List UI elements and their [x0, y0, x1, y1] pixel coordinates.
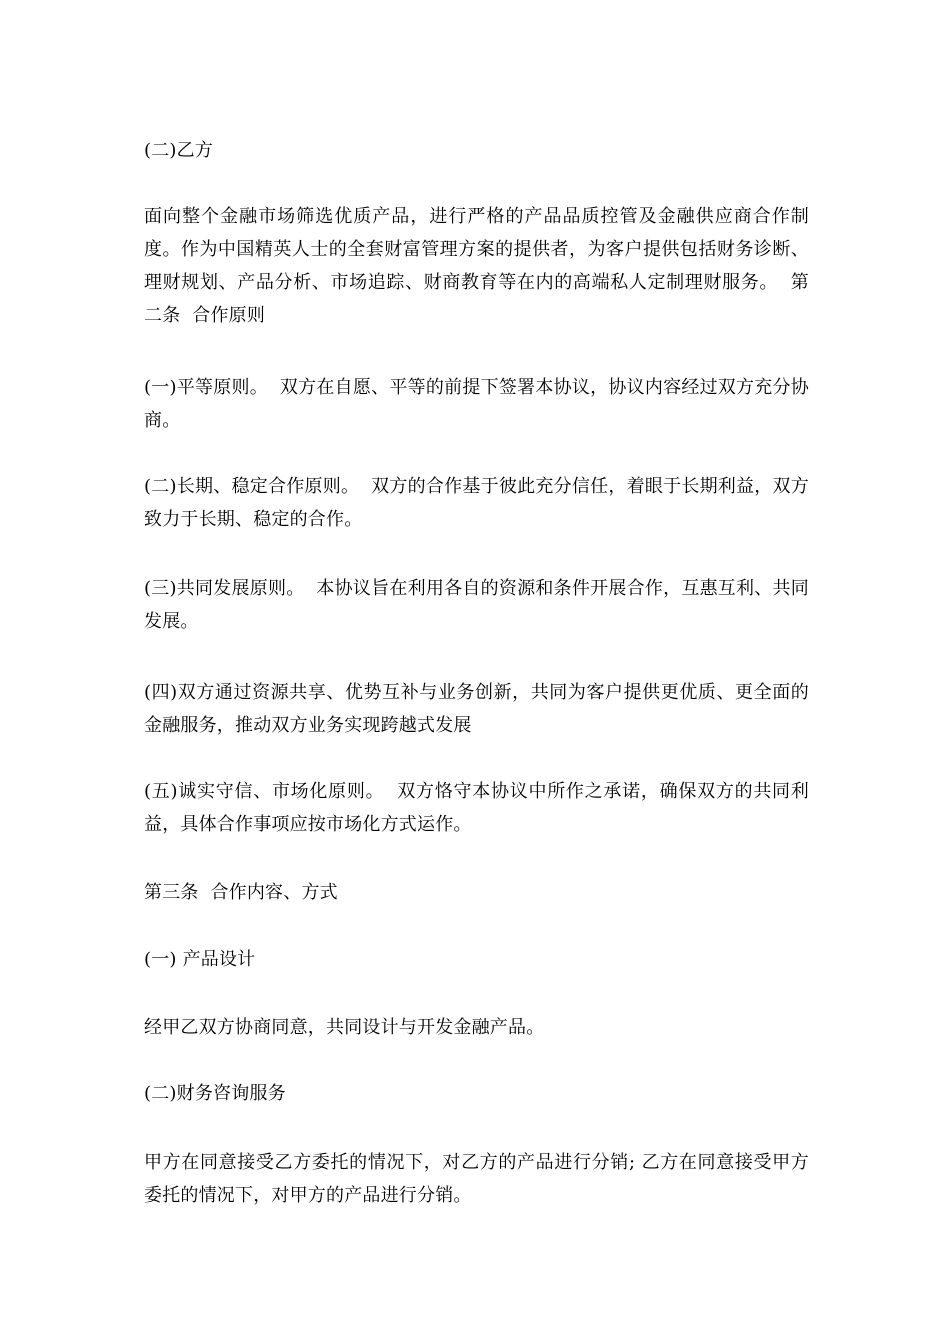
- financial-consulting-text: 甲方在同意接受乙方委托的情况下，对乙方的产品进行分销; 乙方在同意接受甲方委托的情况下，对甲方的产品进行分销。: [144, 1152, 809, 1206]
- principle-equality: (一)平等原则。 双方在自愿、平等的前提下签署本协议，协议内容经过双方充分协商。: [144, 377, 809, 431]
- financial-consulting-heading: (二)财务咨询服务: [144, 1083, 286, 1104]
- principle-long-term: (二)长期、稳定合作原则。 双方的合作基于彼此充分信任，着眼于长期利益，双方致力于长期、稳定的合作。: [144, 476, 809, 530]
- principle-common-development: (三)共同发展原则。 本协议旨在利用各自的资源和条件开展合作，互惠互利、共同发展。: [144, 578, 809, 632]
- article-three-heading: 第三条 合作内容、方式: [144, 882, 338, 903]
- product-design-text: 经甲乙双方协商同意，共同设计与开发金融产品。: [144, 1017, 545, 1038]
- principle-resource-sharing: (四)双方通过资源共享、优势互补与业务创新，共同为客户提供更优质、更全面的金融服务，推动双方业务实现跨越式发展: [144, 682, 809, 736]
- product-design-heading: (一) 产品设计: [144, 949, 256, 970]
- heading-party-b: (二)乙方: [144, 140, 214, 161]
- principle-integrity: (五)诚实守信、市场化原则。 双方恪守本协议中所作之承诺，确保双方的共同利益，具体合作事项应按市场化方式运作。: [144, 781, 809, 835]
- party-b-description: 面向整个金融市场筛选优质产品，进行严格的产品品质控管及金融供应商合作制度。作为中国精英人士的全套财富管理方案的提供者，为客户提供包括财务诊断、理财规划、产品分析、市场追踪、财商教育等在内的高端私人定制理财服务。 第二条 合作原则: [144, 206, 809, 326]
